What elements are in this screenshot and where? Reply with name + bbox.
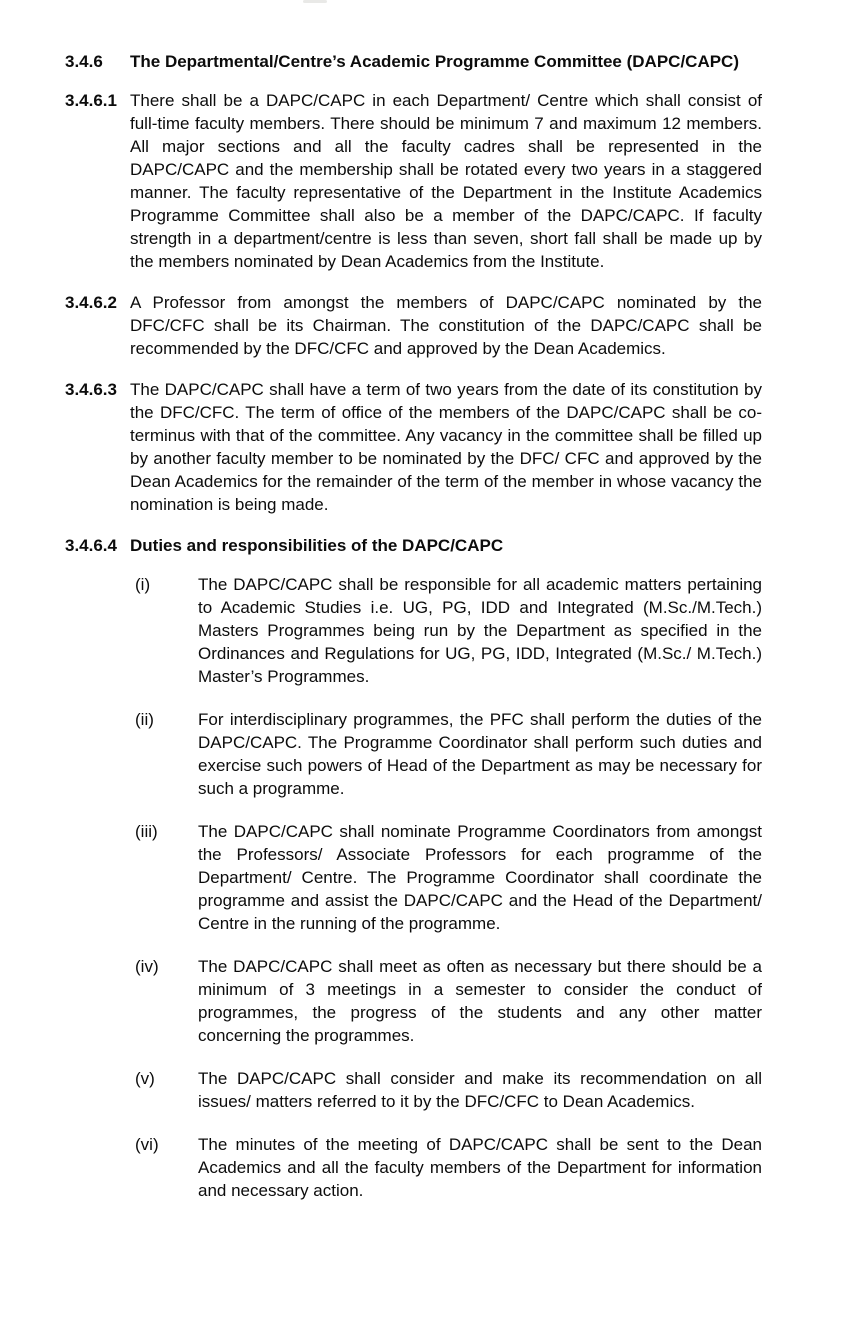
section-heading	[65, 50, 762, 73]
paragraph-number: 3.4.6.3	[65, 380, 117, 399]
paragraph-number: 3.4.6.1	[65, 91, 117, 110]
subsection-heading	[65, 534, 762, 557]
section-number: 3.4.6	[65, 52, 103, 71]
paragraph-3-4-6-2	[65, 291, 762, 360]
list-item-text: For interdisciplinary programmes, the PFC shall perform the duties of the DAPC/CAPC. The Programme Coordinator shall perform such duties and exercise such powers of Head of the Department as may be necessary for such a programme.	[198, 710, 762, 798]
paragraph-text: A Professor from amongst the members of DAPC/CAPC nominated by the DFC/CFC shall be its Chairman. The constitution of the DAPC/CAPC shall be recommended by the DFC/CFC and approved by the Dean Academics.	[130, 293, 762, 358]
paragraph-3-4-6-1	[65, 89, 762, 273]
list-item-text: The minutes of the meeting of DAPC/CAPC shall be sent to the Dean Academics and all the faculty members of the Department for information and necessary action.	[198, 1135, 762, 1200]
list-marker: (ii)	[135, 710, 154, 729]
list-item-ii	[135, 708, 762, 800]
list-item-iv	[135, 955, 762, 1047]
paragraph-3-4-6-3	[65, 378, 762, 516]
paragraph-text: The DAPC/CAPC shall have a term of two years from the date of its constitution by the DFC/CFC. The term of office of the members of the DAPC/CAPC shall be co-terminus with that of the committee. Any vacancy in the committee shall be filled up by another faculty member to be nominated by the DFC/ CFC and approved by the Dean Academics for the remainder of the term of the member in whose vacancy the nomination is being made.	[130, 380, 762, 514]
list-item-i	[135, 573, 762, 688]
paragraph-number: 3.4.6.2	[65, 293, 117, 312]
list-item-vi	[135, 1133, 762, 1202]
list-marker: (i)	[135, 575, 151, 594]
duties-list	[135, 573, 762, 1202]
section-title: The Departmental/Centre’s Academic Programme Committee (DAPC/​CAPC)	[130, 52, 739, 71]
list-marker: (iii)	[135, 822, 158, 841]
list-item-text: The DAPC/CAPC shall consider and make its recommendation on all issues/ matters referred to it by the DFC/CFC to Dean Academics.	[198, 1069, 762, 1111]
list-item-iii	[135, 820, 762, 935]
list-item-v	[135, 1067, 762, 1113]
list-item-text: The DAPC/CAPC shall be responsible for all academic matters pertaining to Academic Studies i.e. UG, PG, IDD and Integrated (M.Sc./M.Tech.) Masters Programmes being run by the Department as specified in the Ordinances and Regulations for UG, PG, IDD, Integrated (M.Sc./ M.Tech.) Master’s Programmes.	[198, 575, 762, 686]
list-item-text: The DAPC/CAPC shall nominate Programme Coordinators from amongst the Professors/ Associate Professors for each programme of the Department/ Centre. The Programme Coordinator shall coordinate the programme and assist the DAPC/CAPC and the Head of the Department/ Centre in the running of the programme.	[198, 822, 762, 933]
list-item-text: The DAPC/CAPC shall meet as often as necessary but there should be a minimum of 3 meetings in a semester to consider the conduct of programmes, the progress of the students and any other matter concerning the programmes.	[198, 957, 762, 1045]
paragraph-text: There shall be a DAPC/CAPC in each Department/ Centre which shall consist of full-time faculty members. There should be minimum 7 and maximum 12 members. All major sections and all the faculty cadres shall be represented in the DAPC/CAPC and the membership shall be rotated every two years in a staggered manner. The faculty representative of the Department in the Institute Academics Programme Committee shall also be a member of the DAPC/CAPC. If faculty strength in a department/centre is less than seven, short fall shall be made up by the members nominated by Dean Academics from the Institute.	[130, 91, 762, 271]
subsection-number: 3.4.6.4	[65, 536, 117, 555]
list-marker: (iv)	[135, 957, 159, 976]
list-marker: (vi)	[135, 1135, 159, 1154]
list-marker: (v)	[135, 1069, 155, 1088]
scan-artifact-mark	[303, 0, 327, 3]
subsection-title: Duties and responsibilities of the DAPC/CAPC	[130, 536, 504, 555]
page-content	[65, 50, 762, 1222]
